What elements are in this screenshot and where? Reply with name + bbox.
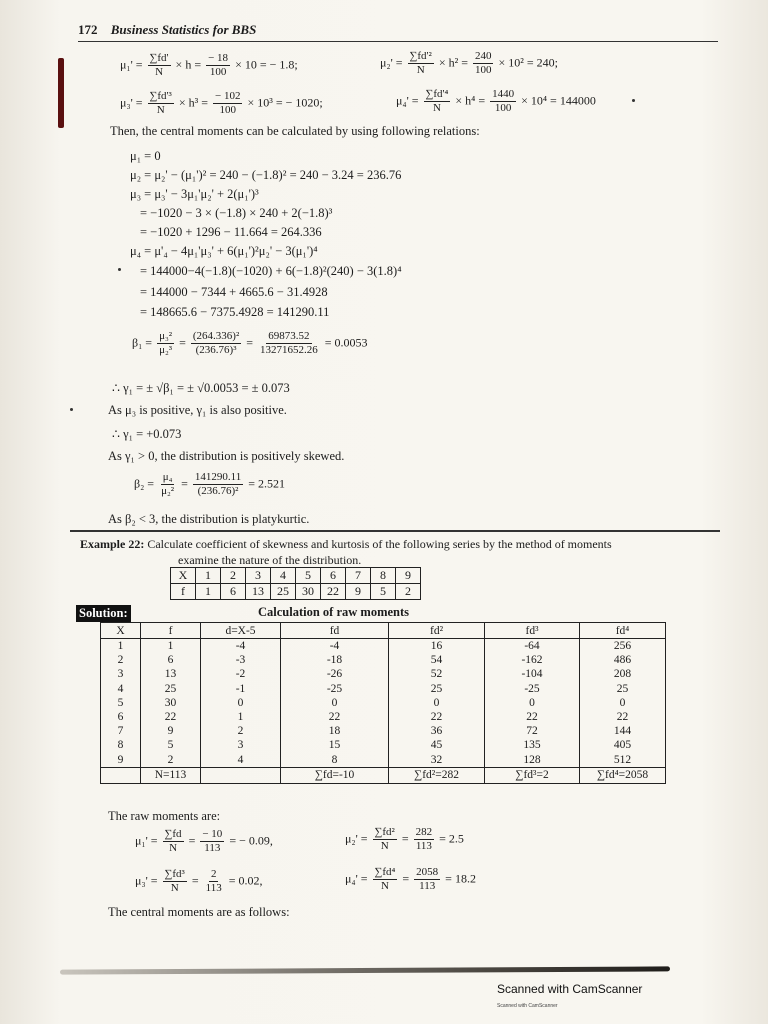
frac-denominator: 100 [474,64,492,76]
frac-numerator: 2058 [416,866,439,878]
x-row [171,568,421,584]
frac-numerator: ∑fd [164,828,182,840]
table-header-cell: fd⁴ [580,623,666,639]
section-separator [70,530,720,532]
table-row [101,753,666,768]
f-cell: 13 [246,584,271,600]
frac-numerator: − 102 [214,90,241,102]
page-header [78,22,256,38]
table-cell: -18 [281,653,389,667]
table-cell: 22 [141,710,201,724]
platykurtic-text: As β₂ < 3, the distribution is platykurtic. [108,512,310,526]
table-row [101,724,666,738]
table-total-cell [101,767,141,783]
table-cell: 135 [485,738,580,752]
beta2-equation [134,471,285,498]
table-total-cell: ∑fd⁴=2058 [580,767,666,783]
table-total-cell: ∑fd=-10 [281,767,389,783]
central-line-8: = 144000 − 7344 + 4665.6 − 31.4928 [140,285,328,299]
central-line-2: μ₂ = μ₂' − (μ₁')² = 240 − (−1.8)² = 240 − 3.24 = 236.76 [130,168,402,182]
eq-mid: × h = [175,57,202,72]
table-cell: 2 [201,724,281,738]
mu2-prime-equation [380,50,558,77]
table-cell: 208 [580,667,666,681]
table-cell: 18 [281,724,389,738]
stray-dot [118,268,121,271]
central-line-5: = −1020 + 1296 − 11.664 = 264.336 [140,225,322,239]
x-cell: 8 [371,568,396,584]
table-cell: -64 [485,639,580,654]
frac-denominator: 113 [204,842,221,854]
x-cell: 1 [196,568,221,584]
frac-denominator: 100 [494,102,512,114]
eq-result: = 0.02, [228,873,263,888]
central-moments-follow-text: The central moments are as follows: [108,905,290,919]
frac-denominator: 100 [209,66,227,78]
table-cell: 0 [580,696,666,710]
eq-sign: = [246,335,254,350]
eq-mid: × h² = [438,55,468,70]
frac-numerator: 2 [210,868,217,880]
table-cell: 8 [101,738,141,752]
book-title: Business Statistics for BBS [110,22,257,37]
central-line-4: = −1020 − 3 × (−1.8) × 240 + 2(−1.8)³ [140,206,333,220]
table-row [101,682,666,696]
f-cell: 25 [271,584,296,600]
table-row [101,639,666,654]
frac-denominator: N [432,102,441,114]
table-cell: 3 [101,667,141,681]
eq-lhs: μ₁' = [120,57,143,72]
frac-denominator: 100 [219,104,236,116]
eq-sign: = [188,833,196,848]
frac-numerator: μ₃² [159,330,173,342]
table-cell: 22 [580,710,666,724]
x-cell: 7 [346,568,371,584]
table-cell: 25 [141,682,201,696]
table-row [101,667,666,681]
then-text: Then, the central moments can be calculated by using following relations: [110,124,480,138]
gamma-line-2: As μ₃ is positive, γ₁ is also positive. [108,403,287,417]
eq-result: = 2.521 [248,476,285,491]
gamma-line-3: ∴ γ₁ = +0.073 [112,427,182,441]
table-cell: 405 [580,738,666,752]
f-cell: 5 [371,584,396,600]
frac-numerator: − 10 [202,828,223,840]
table-row [101,653,666,667]
eq-tail: × 10² = 240; [498,55,558,70]
table-cell: 1 [201,710,281,724]
stray-dot [632,99,635,102]
table-title: Calculation of raw moments [258,605,410,619]
table-cell: -162 [485,653,580,667]
eq-mid: × h⁴ = [455,93,486,108]
table-header-cell: X [101,623,141,639]
frac-numerator: 1440 [492,88,515,100]
table-cell: 45 [389,738,485,752]
table-header-cell: fd³ [485,623,580,639]
table-total-cell: ∑fd³=2 [485,767,580,783]
table-cell: 0 [201,696,281,710]
mu3-prime-bottom [135,868,263,895]
frac-numerator: ∑fd' [149,52,169,64]
frac-numerator: 282 [415,826,433,838]
example-text-2: examine the nature of the distribution. [178,553,362,567]
table-cell: 2 [101,653,141,667]
frac-denominator: N [380,840,389,852]
mu4-prime-bottom [345,866,476,893]
f-cell: 30 [296,584,321,600]
table-cell: 512 [580,753,666,768]
table-cell: 3 [201,738,281,752]
table-cell: 22 [281,710,389,724]
table-cell: 15 [281,738,389,752]
eq-tail: × 10⁴ = 144000 [521,93,596,108]
eq-result: = 2.5 [439,831,464,846]
table-cell: 256 [580,639,666,654]
table-cell: 54 [389,653,485,667]
x-cell: 3 [246,568,271,584]
table-cell: 72 [485,724,580,738]
table-cell: 128 [485,753,580,768]
table-cell: -25 [281,682,389,696]
frac-denominator: 113 [415,840,432,852]
table-cell: 9 [101,753,141,768]
eq-lhs: β₂ = [134,476,155,491]
f-cell: 9 [346,584,371,600]
frac-numerator: 240 [474,50,492,62]
frac-denominator: 113 [205,882,222,894]
table-cell: 486 [580,653,666,667]
beta1-equation [132,330,368,357]
table-cell: 16 [389,639,485,654]
eq-lhs: μ₄' = [345,871,368,886]
table-cell: 4 [201,753,281,768]
frac-denominator: (236.76)³ [195,344,237,356]
page-number: 172 [78,22,98,37]
mu3-prime-equation [120,90,323,117]
scanner-watermark-small: Scanned with CamScanner [497,1003,558,1009]
eq-sign: = [402,871,410,886]
eq-sign: = [181,476,188,491]
solution-badge: Solution: [76,605,131,622]
table-row [101,710,666,724]
frac-numerator: 69873.52 [268,330,310,342]
example-label: Example 22: [80,537,145,551]
eq-lhs: μ₁' = [135,833,158,848]
table-header-cell: fd² [389,623,485,639]
central-line-9: = 148665.6 − 7375.4928 = 141290.11 [140,305,330,319]
table-total-cell: ∑fd²=282 [389,767,485,783]
table-cell: 4 [101,682,141,696]
eq-lhs: μ₂' = [380,55,403,70]
frac-denominator: N [170,882,179,894]
central-line-3: μ₃ = μ₃' − 3μ₁'μ₂' + 2(μ₁')³ [130,187,259,201]
table-cell: 144 [580,724,666,738]
table-cell: 22 [485,710,580,724]
x-cell: 2 [221,568,246,584]
table-row [101,738,666,752]
stray-dot [70,408,73,411]
table-cell: 0 [389,696,485,710]
frac-numerator: − 18 [208,52,229,64]
x-cell: 4 [271,568,296,584]
eq-result: = 0.0053 [324,335,368,350]
eq-sign: = [401,831,409,846]
f-cell: f [171,584,196,600]
table-header-cell: fd [281,623,389,639]
frac-numerator: ∑fd'⁴ [425,88,449,100]
eq-result: = 18.2 [445,871,476,886]
scanner-watermark: Scanned with CamScanner [497,982,643,996]
table-row [101,696,666,710]
table-cell: -1 [201,682,281,696]
table-cell: 1 [141,639,201,654]
frac-numerator: ∑fd³ [164,868,185,880]
f-cell: 22 [321,584,346,600]
table-total-cell: N=113 [141,767,201,783]
scan-shadow-band [60,966,670,974]
eq-tail: × 10³ = − 1020; [247,95,323,110]
table-cell: 1 [101,639,141,654]
frac-denominator: (236.76)² [197,485,239,497]
frac-numerator: ∑fd'² [409,50,432,62]
f-row [171,584,421,600]
table-cell: -26 [281,667,389,681]
frac-denominator: N [380,880,389,892]
eq-lhs: μ₃' = [135,873,158,888]
gamma-line-1: ∴ γ₁ = ± √β₁ = ± √0.0053 = ± 0.073 [112,381,290,395]
table-totals-row [101,767,666,783]
table-header-cell: d=X-5 [201,623,281,639]
margin-mark [58,58,64,128]
frac-numerator: ∑fd² [374,826,395,838]
table-cell: 9 [141,724,201,738]
table-cell: 22 [389,710,485,724]
example-heading [80,537,612,552]
table-cell: 5 [141,738,201,752]
mu1-prime-bottom [135,828,273,855]
table-cell: 25 [580,682,666,696]
f-cell: 1 [196,584,221,600]
eq-sign: = [191,873,199,888]
table-cell: -2 [201,667,281,681]
table-cell: 7 [101,724,141,738]
table-cell: -4 [201,639,281,654]
table-cell: 5 [101,696,141,710]
table-cell: -4 [281,639,389,654]
frac-denominator: μ₂³ [159,344,173,356]
table-cell: 2 [141,753,201,768]
x-cell: X [171,568,196,584]
central-line-6: μ₄ = μ'₄ − 4μ₁'μ₃' + 6(μ₁')²μ₂' − 3(μ₁')⁴ [130,244,318,258]
gamma-line-4: As γ₁ > 0, the distribution is positively skewed. [108,449,345,463]
table-cell: -3 [201,653,281,667]
x-cell: 5 [296,568,321,584]
x-cell: 9 [396,568,421,584]
table-cell: 6 [141,653,201,667]
frac-numerator: ∑fd⁴ [374,866,396,878]
raw-moments-table [100,622,666,784]
x-cell: 6 [321,568,346,584]
table-cell: 8 [281,753,389,768]
eq-result: = − 0.09, [229,833,273,848]
table-cell: 0 [485,696,580,710]
xf-series-table [170,567,421,600]
eq-lhs: μ₄' = [396,93,419,108]
table-cell: 36 [389,724,485,738]
eq-lhs: μ₂' = [345,831,368,846]
table-header-row [101,623,666,639]
mu4-prime-equation [396,88,596,115]
table-total-cell [201,767,281,783]
table-cell: 25 [389,682,485,696]
table-header-cell: f [141,623,201,639]
raw-moments-text: The raw moments are: [108,809,221,823]
frac-numerator: μ₄ [162,471,173,483]
eq-lhs: μ₃' = [120,95,143,110]
frac-denominator: 13271652.26 [260,344,318,356]
frac-numerator: (264.336)² [192,330,240,342]
frac-denominator: N [155,66,164,78]
table-cell: -25 [485,682,580,696]
frac-denominator: N [169,842,178,854]
table-cell: 6 [101,710,141,724]
eq-mid: × h³ = [178,95,208,110]
table-cell: -104 [485,667,580,681]
header-rule [78,41,718,42]
frac-denominator: N [416,64,425,76]
frac-numerator: 141290.11 [194,471,242,483]
frac-denominator: N [156,104,165,116]
mu2-prime-bottom [345,826,464,853]
table-cell: 52 [389,667,485,681]
eq-lhs: β₁ = [132,335,153,350]
mu1-prime-equation [120,52,298,79]
frac-numerator: ∑fd'³ [149,90,172,102]
eq-sign: = [179,335,186,350]
table-cell: 30 [141,696,201,710]
example-text-1: Calculate coefficient of skewness and kurtosis of the following series by the method of moments [147,537,612,551]
eq-tail: × 10 = − 1.8; [235,57,298,72]
table-body [101,639,666,768]
central-line-1: μ₁ = 0 [130,149,161,163]
table-cell: 32 [389,753,485,768]
f-cell: 6 [221,584,246,600]
table-cell: 0 [281,696,389,710]
frac-denominator: 113 [419,880,436,892]
central-line-7: = 144000−4(−1.8)(−1020) + 6(−1.8)²(240) − 3(1.8)⁴ [140,264,402,278]
f-cell: 2 [396,584,421,600]
frac-denominator: μ₂² [161,485,175,497]
table-cell: 13 [141,667,201,681]
